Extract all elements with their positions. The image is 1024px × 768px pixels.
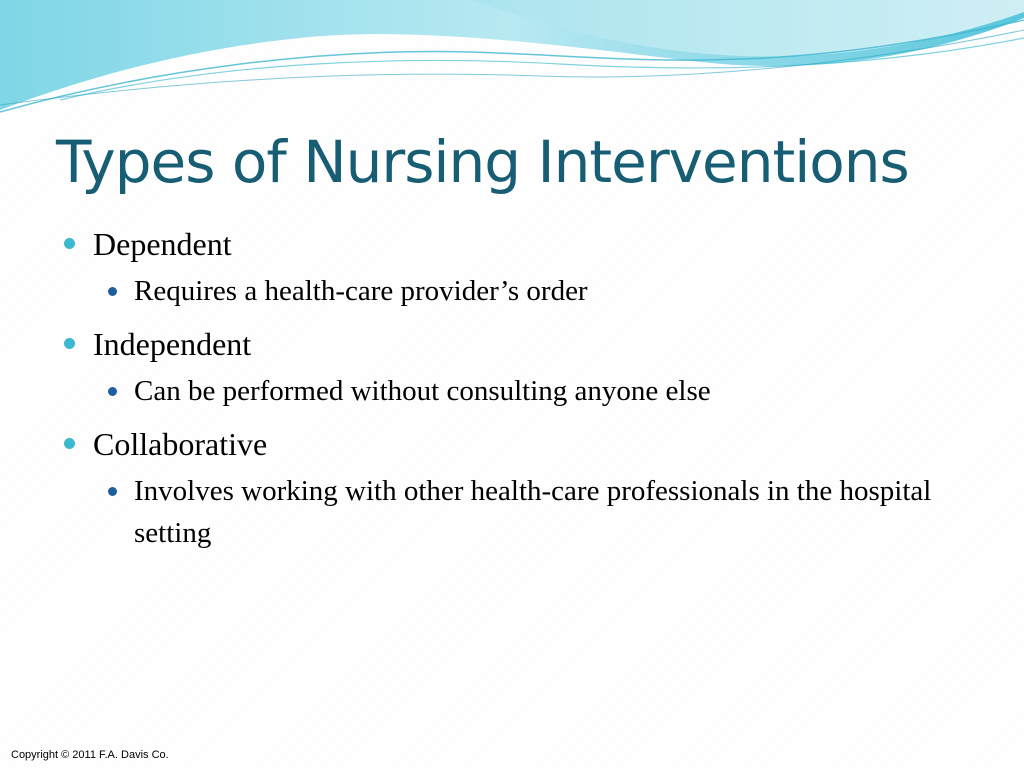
list-item-label: Collaborative [93, 426, 268, 462]
bullet-list [62, 222, 982, 564]
sub-list-item-label: Can be performed without consulting anyone else [134, 375, 711, 407]
list-item-collaborative [62, 422, 982, 554]
header-wave-decoration [0, 0, 1024, 130]
sub-list-item [93, 470, 982, 554]
bullet-icon [64, 238, 75, 249]
sub-list-item-label: Involves working with other health-care professionals in the hospital setting [134, 475, 932, 549]
bullet-icon [64, 338, 75, 349]
bullet-icon [64, 438, 75, 449]
copyright-footer: Copyright © 2011 F.A. Davis Co. [11, 749, 169, 761]
sub-bullet-icon [108, 387, 117, 396]
list-item-label: Independent [93, 326, 252, 362]
list-item-independent [62, 322, 982, 412]
sub-list-item-label: Requires a health-care provider’s order [134, 275, 588, 307]
sub-bullet-icon [108, 287, 117, 296]
sub-list-item [93, 370, 982, 412]
list-item-label: Dependent [93, 226, 232, 262]
list-item-dependent [62, 222, 982, 312]
sub-bullet-icon [108, 487, 117, 496]
slide-title: Types of Nursing Interventions [56, 128, 909, 196]
sub-list-item [93, 270, 982, 312]
